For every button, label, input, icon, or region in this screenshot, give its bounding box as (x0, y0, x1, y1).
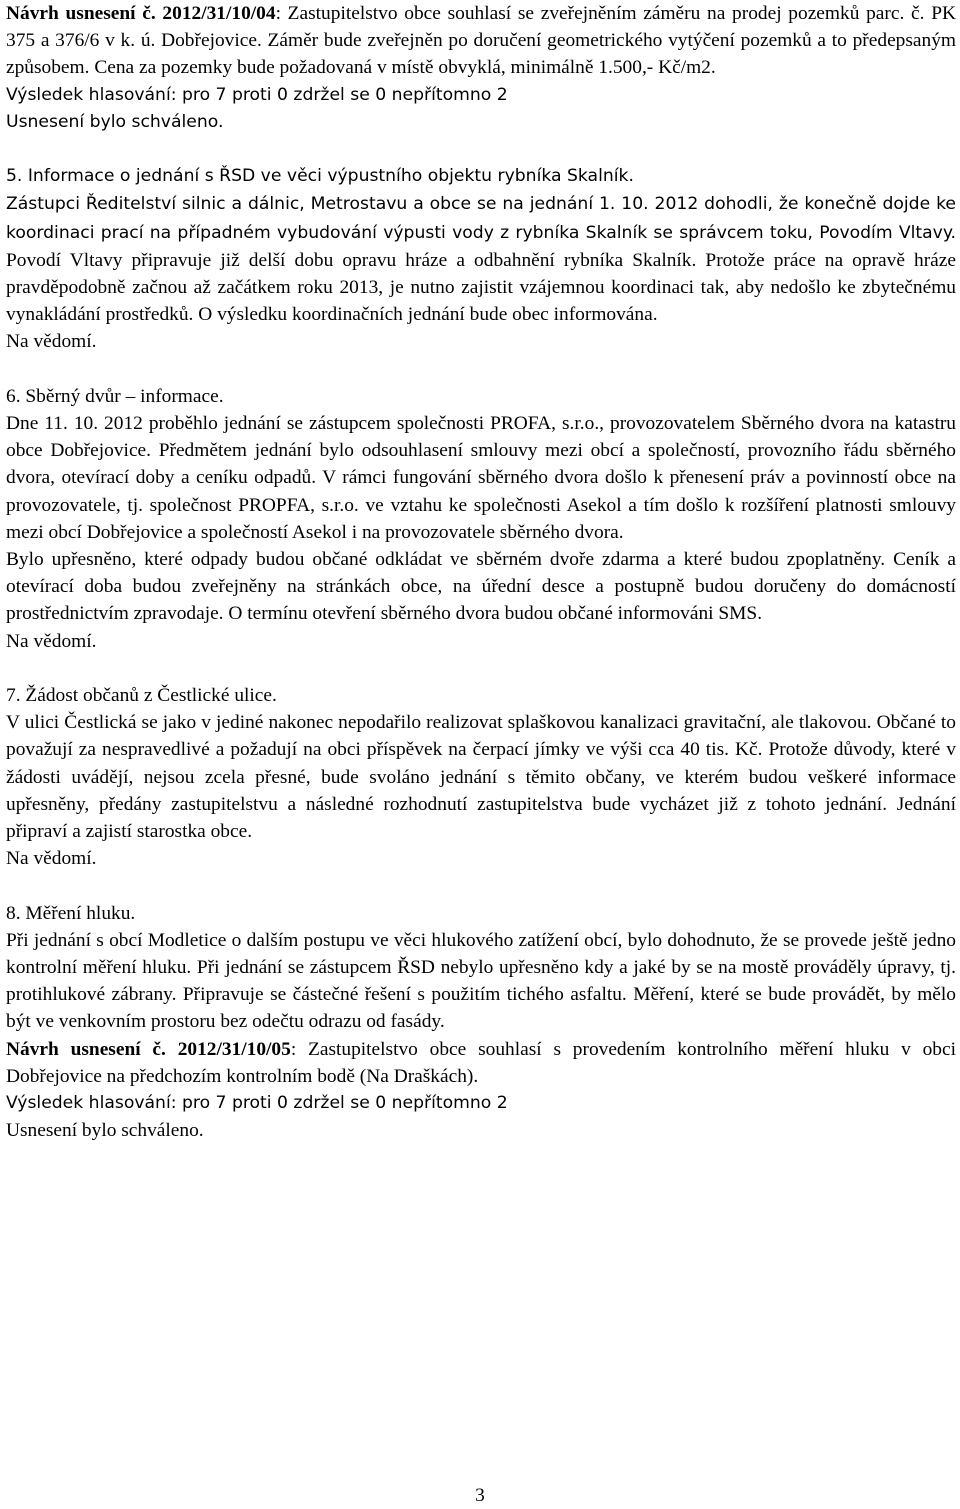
document-page (6, 0, 956, 1144)
section-5-body-serif: Povodí Vltavy připravuje již delší dobu opravu hráze a odbahnění rybníka Skalník. Protože práce na opravě hráze pravděpodobně začnou až začátkem roku 2013, je nutno zajistit vzájemnou koordinaci tak, aby nedošlo ke zbytečnému vynakládání prostředků. O výsledku koordinačních jednání bude obec informována. (6, 249, 956, 326)
proposal-04-vote: Výsledek hlasování: pro 7 proti 0 zdržel se 0 nepřítomno 2 (6, 84, 508, 105)
proposal-05-text: : Zastupitelstvo obce souhlasí s provedením kontrolního měření hluku v obci Dobřejovice na předchozím kontrolním bodě (Na Draškách). (6, 1038, 956, 1087)
proposal-04-paragraph (6, 0, 956, 82)
proposal-05-vote: Výsledek hlasování: pro 7 proti 0 zdržel se 0 nepřítomno 2 (6, 1093, 508, 1114)
section-8-heading: 8. Měření hluku. (6, 902, 136, 924)
spacer (6, 136, 956, 163)
section-8-body: Při jednání s obcí Modletice o dalším postupu ve věci hlukového zatížení obcí, bylo dohodnuto, že se provede ještě jedno kontrolní měření hluku. Při jednání se zástupcem ŘSD nebylo upřesněno kdy a jaké by se na mostě prováděly úpravy, tj. protihlukové zábrany. Připravuje se částečné řešení s použitím tichého asfaltu. Měření, které se bude provádět, by mělo být ve venkovním prostoru bez odečtu odrazu od fasády. (6, 929, 956, 1033)
section-7-body: V ulici Čestlická se jako v jediné nakonec nepodařilo realizovat splaškovou kanalizaci gravitační, ale tlakovou. Občané to považují za nespravedlivé a požadují na obci příspěvek na čerpací jímky ve výši cca 40 tis. Kč. Protože důvody, které v žádosti uvádějí, nejsou zcela přesné, bude svoláno jednání s těmito občany, ve kterém budou veškeré informace upřesněny, předány zastupitelstvu a následné rozhodnutí zastupitelstva bude vycházet již z tohoto jednání. Jednání připraví a zajistí starostka obce. (6, 712, 956, 843)
section-5-body (6, 190, 956, 328)
section-6-paragraph-2: Bylo upřesněno, které odpady budou občané odkládat ve sběrném dvoře zdarma a které budou zpoplatněny. Ceník a otevírací doba budou zveřejněny na stránkách obce, na úřední desce a postupně budou doručeny do domácností prostřednictvím zpravodaje. O termínu otevření sběrného dvora budou občané informováni SMS. (6, 549, 956, 625)
proposal-04-label: Návrh usnesení č. 2012/31/10/04 (6, 3, 276, 24)
proposal-04-result: Usnesení bylo schváleno. (6, 111, 224, 132)
section-5-note: Na vědomí. (6, 331, 97, 353)
spacer (6, 872, 956, 899)
spacer (6, 655, 956, 682)
section-5-heading: 5. Informace o jednání s ŘSD ve věci výpustního objektu rybníka Skalník. (6, 166, 634, 187)
proposal-05-label: Návrh usnesení č. 2012/31/10/05 (6, 1038, 291, 1060)
proposal-05-paragraph (6, 1036, 956, 1090)
section-6-note: Na vědomí. (6, 630, 97, 652)
spacer (6, 356, 956, 383)
section-6-heading: 6. Sběrný dvůr – informace. (6, 385, 224, 407)
section-6-paragraph-1: Dne 11. 10. 2012 proběhlo jednání se zástupcem společnosti PROFA, s.r.o., provozovatelem Sběrného dvora na katastru obce Dobřejovice. Předmětem jednání bylo odsouhlasení smlouvy mezi obcí a společností, provozního řádu sběrného dvora, otevírací doby a ceníku odpadů. V rámci fungování sběrného dvora došlo k přenesení práv a povinností obce na provozovatele, tj. společnost PROPFA, s.r.o. ve vztahu ke společnosti Asekol a tím došlo k rozšíření platnosti smlouvy mezi obcí Dobřejovice a společností Asekol i na provozovatele sběrného dvora. (6, 413, 956, 543)
proposal-05-result: Usnesení bylo schváleno. (6, 1120, 204, 1142)
section-5-body-sans: Zástupci Ředitelství silnic a dálnic, Metrostavu a obce se na jednání 1. 10. 2012 dohodli, že konečně dojde ke koordinaci prací na případném vybudování výpusti vody z rybníka Skalník se správcem toku, Povodím Vltavy. (6, 194, 956, 243)
page-number: 3 (475, 1485, 485, 1506)
section-7-note: Na vědomí. (6, 848, 97, 870)
section-7-heading: 7. Žádost občanů z Čestlické ulice. (6, 685, 277, 707)
proposal-04-text: : Zastupitelstvo obce souhlasí se zveřejněním záměru na prodej pozemků parc. č. PK 375 a 376/6 v k. ú. Dobřejovice. Záměr bude zveřejněn po doručení geometrického vytýčení pozemků a to předepsaným způsobem. Cena za pozemky bude požadovaná v místě obvyklá, minimálně 1.500,- Kč/m2. (6, 3, 956, 79)
